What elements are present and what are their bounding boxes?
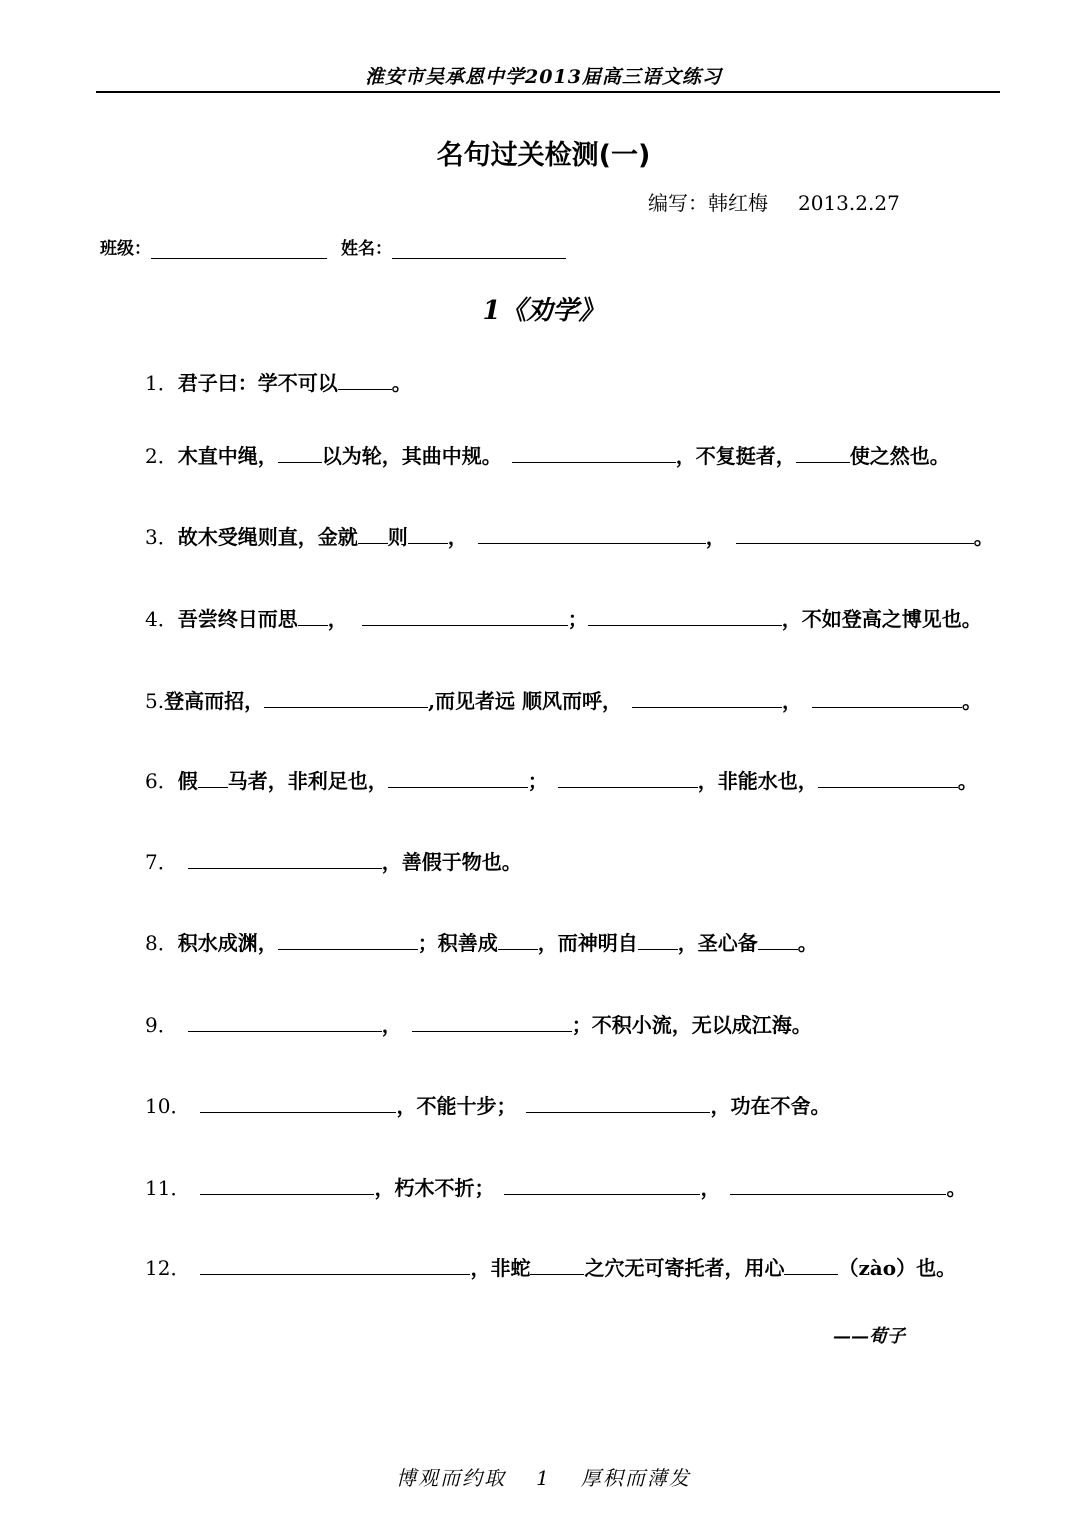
answer-blank[interactable] — [362, 603, 568, 626]
answer-blank[interactable] — [498, 927, 538, 950]
answer-blank[interactable] — [198, 765, 228, 788]
author-line — [648, 187, 900, 216]
item-number: 9． — [145, 1013, 178, 1037]
answer-blank[interactable] — [530, 1252, 584, 1275]
item-text: （zào）也。 — [838, 1256, 957, 1280]
answer-blank[interactable] — [388, 765, 528, 788]
item-text: 则 — [387, 525, 408, 549]
class-field[interactable] — [151, 236, 327, 259]
item-text: 。 — [962, 689, 983, 713]
answer-blank[interactable] — [758, 927, 798, 950]
attribution: ——荀子 — [833, 1326, 905, 1347]
answer-blank[interactable] — [412, 1009, 572, 1032]
item-text: ，非能水也， — [697, 769, 818, 793]
item-text: 以为轮，其曲中规。 — [321, 444, 502, 468]
item-text: ， — [782, 689, 803, 713]
name-field[interactable] — [392, 236, 566, 259]
item-text: 木直中绳， — [177, 444, 278, 468]
answer-blank[interactable] — [512, 440, 676, 463]
author-label: 编写：韩红梅 — [648, 191, 768, 215]
footer-right-motto: 厚积而薄发 — [580, 1466, 691, 1490]
item-text: ，不能十步； — [396, 1094, 517, 1118]
item-number: 2． — [145, 444, 178, 468]
item-text: 登高而招， — [164, 689, 265, 713]
footer-left-motto: 博观而约取 — [396, 1466, 507, 1490]
answer-blank[interactable] — [632, 685, 782, 708]
item-number: 4． — [145, 607, 178, 631]
item-text: ，而神明自 — [537, 931, 638, 955]
answer-blank[interactable] — [812, 685, 962, 708]
item-text: ， — [700, 1176, 721, 1200]
answer-blank[interactable] — [736, 521, 974, 544]
item-text: ， — [381, 1013, 402, 1037]
item-text: 君子曰：学不可以 — [177, 371, 338, 395]
item-number: 6． — [145, 769, 178, 793]
item-text: ；不积小流，无以成江海。 — [571, 1013, 812, 1037]
answer-blank[interactable] — [478, 521, 706, 544]
answer-blank[interactable] — [784, 1252, 838, 1275]
question-item-2 — [145, 440, 950, 471]
item-text: 。 — [973, 525, 994, 549]
author-date: 2013.2.27 — [798, 191, 900, 215]
item-number: 11． — [145, 1176, 191, 1200]
item-number: 12． — [145, 1256, 191, 1280]
answer-blank[interactable] — [278, 927, 418, 950]
item-number: 3． — [145, 525, 178, 549]
item-text: 吾尝终日而思 — [177, 607, 298, 631]
item-text: 。 — [957, 769, 978, 793]
question-item-12 — [145, 1252, 956, 1283]
answer-blank[interactable] — [188, 846, 382, 869]
class-label: 班级： — [100, 239, 151, 259]
question-item-9 — [145, 1009, 812, 1040]
answer-blank[interactable] — [200, 1252, 470, 1275]
student-info — [100, 234, 566, 259]
answer-blank[interactable] — [200, 1172, 374, 1195]
question-item-4 — [145, 603, 982, 634]
question-item-1 — [145, 367, 412, 398]
answer-blank[interactable] — [188, 1009, 382, 1032]
header-school-title: 淮安市吴承恩中学2013届高三语文练习 — [365, 66, 722, 88]
question-item-10 — [145, 1090, 830, 1121]
page-footer — [0, 1462, 1087, 1491]
answer-blank[interactable] — [504, 1172, 700, 1195]
answer-blank[interactable] — [278, 440, 322, 463]
item-text: ，圣心备 — [677, 931, 758, 955]
item-text: 。 — [946, 1176, 967, 1200]
answer-blank[interactable] — [526, 1090, 710, 1113]
answer-blank[interactable] — [588, 603, 782, 626]
item-text: 积水成渊， — [177, 931, 278, 955]
item-text: ， — [327, 607, 348, 631]
section-title: 1《劝学》 — [482, 296, 605, 326]
item-text: ；积善成 — [417, 931, 498, 955]
item-text: ； — [527, 769, 548, 793]
item-text: ， — [705, 525, 726, 549]
answer-blank[interactable] — [818, 765, 958, 788]
item-text: ，不如登高之博见也。 — [781, 607, 982, 631]
item-text: ，不复挺者， — [675, 444, 796, 468]
item-text: 。 — [391, 371, 412, 395]
question-item-11 — [145, 1172, 966, 1203]
item-text: ，功在不舍。 — [710, 1094, 831, 1118]
item-text: 故木受绳则直，金就 — [177, 525, 358, 549]
answer-blank[interactable] — [408, 521, 448, 544]
item-number: 1． — [145, 371, 178, 395]
answer-blank[interactable] — [558, 765, 698, 788]
answer-blank[interactable] — [796, 440, 850, 463]
answer-blank[interactable] — [358, 521, 388, 544]
item-number: 10． — [145, 1094, 191, 1118]
question-item-6 — [145, 765, 978, 796]
question-item-7 — [145, 846, 522, 877]
item-text: ,而见者远 顺风而呼， — [428, 689, 623, 713]
item-text: 假 — [177, 769, 198, 793]
item-text: ，朽木不折； — [374, 1176, 495, 1200]
item-number: 7． — [145, 850, 178, 874]
answer-blank[interactable] — [298, 603, 328, 626]
page-number: 1 — [536, 1466, 551, 1490]
item-number: 5. — [145, 689, 165, 713]
answer-blank[interactable] — [338, 367, 392, 390]
answer-blank[interactable] — [200, 1090, 396, 1113]
name-label: 姓名： — [341, 239, 392, 259]
item-text: ，非蛇 — [470, 1256, 531, 1280]
item-number: 8． — [145, 931, 178, 955]
item-text: ， — [447, 525, 468, 549]
answer-blank[interactable] — [264, 685, 428, 708]
item-text: 马者，非利足也， — [227, 769, 388, 793]
answer-blank[interactable] — [730, 1172, 946, 1195]
question-item-3 — [145, 521, 994, 552]
item-text: 使之然也。 — [849, 444, 950, 468]
answer-blank[interactable] — [638, 927, 678, 950]
item-text: 。 — [797, 931, 818, 955]
item-text: 之穴无可寄托者，用心 — [584, 1256, 785, 1280]
document-title: 名句过关检测(一) — [436, 140, 651, 171]
header-divider — [96, 91, 1000, 93]
item-text: ，善假于物也。 — [381, 850, 522, 874]
item-text: ； — [567, 607, 588, 631]
question-item-5 — [145, 685, 982, 716]
question-item-8 — [145, 927, 818, 958]
